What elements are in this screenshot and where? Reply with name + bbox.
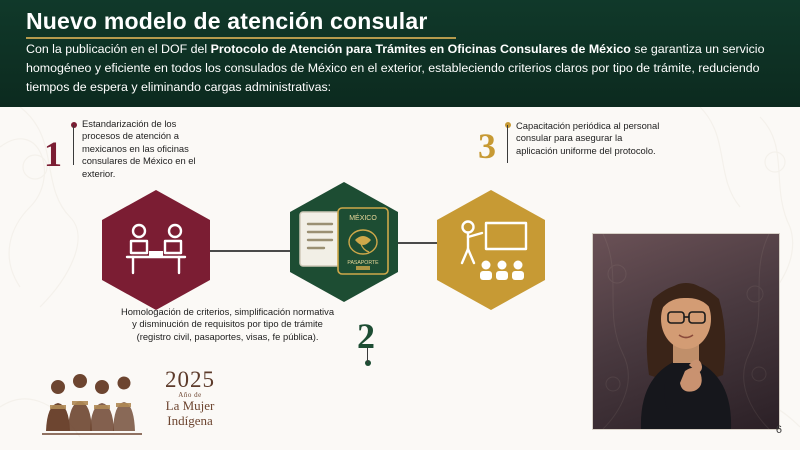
presenter-figure: [593, 259, 779, 429]
step-1-bullet-dot: [71, 122, 77, 128]
page-number: 6: [775, 424, 782, 436]
logo-caption: [140, 368, 240, 428]
step-3-number: 3: [478, 126, 496, 166]
title-underline: [26, 37, 456, 39]
passport-icon: [336, 206, 392, 278]
step-2-number: 2: [357, 316, 375, 356]
training-board-icon: [452, 217, 530, 283]
step-1-leader-line: [73, 125, 74, 165]
intro-paragraph: [26, 40, 778, 98]
step-3-text: Capacitación periódica al personal consular para asegurar la aplicación uniforme del protocolo.: [516, 120, 660, 156]
page-title: Nuevo modelo de atención consular: [26, 8, 428, 34]
intro-text-part1: Con la publicación en el DOF del: [26, 42, 211, 56]
intro-text-bold: Protocolo de Atención para Trámites en Oficinas Consulares de México: [210, 42, 631, 56]
connector-1-2: [210, 250, 292, 252]
step-3-leader-line: [507, 125, 508, 163]
logo-year: 2025: [165, 367, 215, 392]
consular-desk-icon: [119, 217, 193, 283]
logo-subtitle-line1: La Mujer: [165, 398, 215, 413]
svg-text:MÉXICO: MÉXICO: [349, 215, 377, 222]
step-2-bullet-dot: [365, 360, 371, 366]
step-3-bullet-dot: [505, 122, 511, 128]
svg-text:PASAPORTE: PASAPORTE: [347, 260, 379, 266]
logo-subtitle-ano-de: Año de: [178, 391, 202, 399]
step-2-text: Homologación de criterios, simplificación normativa y disminución de requisitos por tipo de trámite (registro civil, pasaportes, visas, fe pública).: [120, 306, 335, 342]
step-1-text: Estandarización de los procesos de atención a mexicanos en las oficinas consulares de México en el exterior.: [82, 118, 196, 179]
logo-subtitle-line2: Indígena: [167, 412, 213, 428]
intro-text-part2: se garantiza un servicio homogéneo y eficiente en todos los consulados de México en el exterior, estableciendo criterios claros por tipo de trámite, reduciendo tiempos de espera y eliminando cargas administrativas:: [26, 42, 765, 95]
step-1-number: 1: [44, 134, 62, 174]
presenter-video[interactable]: [592, 233, 780, 430]
connector-2-3: [398, 242, 438, 244]
